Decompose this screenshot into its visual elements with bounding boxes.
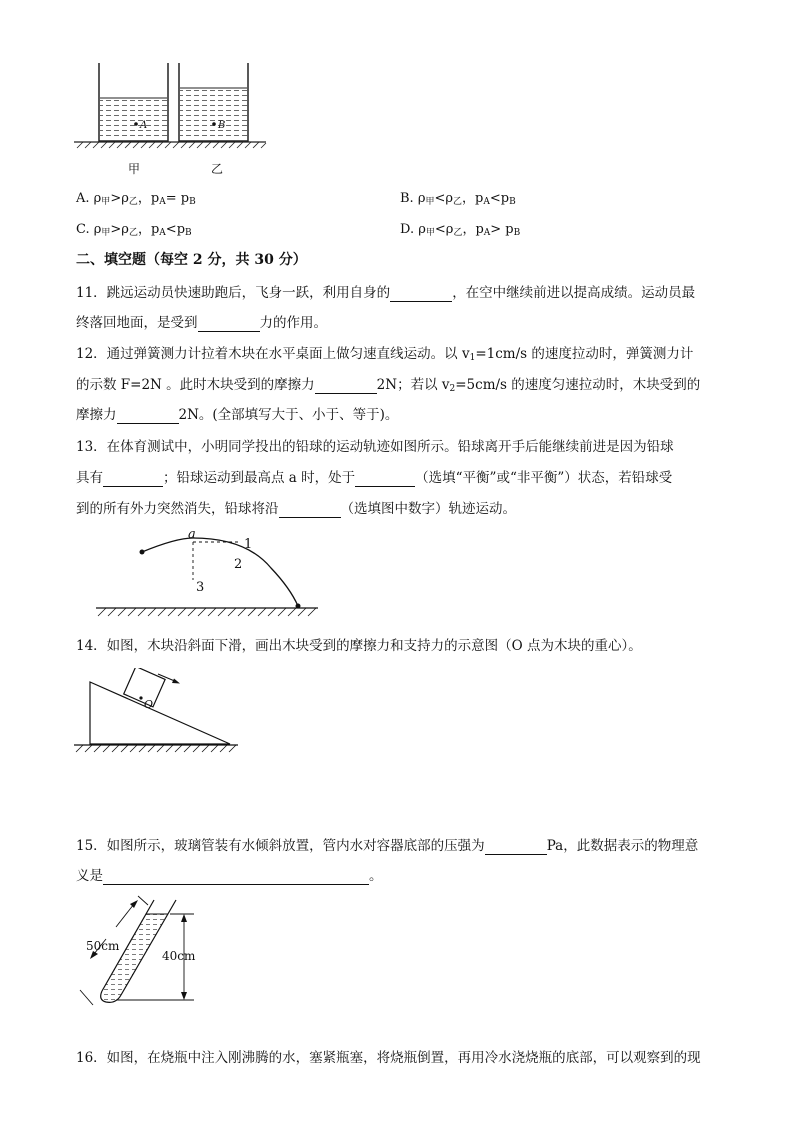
option-d: D. $\rho_甲<\rho_乙$，$p_A> p_B$: [400, 222, 521, 238]
point-a-top-label: a: [188, 528, 196, 542]
q11-line1: 11．跳远运动员快速助跑后，飞身一跃，利用自身的 ，在空中继续前进以提高成绩。运动员最: [76, 285, 696, 301]
q13-blank3[interactable]: [279, 504, 341, 518]
q13-blank1[interactable]: [103, 473, 163, 487]
tube-height-label: 40cm: [162, 949, 196, 963]
incline-figure: [74, 668, 244, 753]
q11-line2: 终落回地面，是受到 力的作用。: [76, 315, 327, 331]
q16-text: 16．如图，在烧瓶中注入刚沸腾的水，塞紧瓶塞，将烧瓶倒置，再用冷水浇烧瓶的底部，可以观察到的现: [76, 1050, 701, 1066]
option-b: B. $\rho_甲<\rho_乙$，$p_A<p_B$: [400, 191, 516, 207]
q12-blank1[interactable]: [315, 380, 377, 394]
point-a-label: A: [140, 120, 148, 131]
path-1-label: 1: [244, 537, 253, 552]
q12-line3: 摩擦力 2N。(全部填写大于、小于、等于)。: [76, 407, 399, 423]
beakers-figure: [74, 58, 274, 183]
q12-blank2[interactable]: [117, 410, 179, 424]
q12-line1: 12．通过弹簧测力计拉着木块在水平桌面上做匀速直线运动。以 $v_1=1cm/s$ 的速度拉动时，弹簧测力计: [76, 346, 694, 363]
center-o-label: O: [144, 698, 154, 711]
beaker-right-label: 乙: [211, 162, 224, 176]
q15-blank1[interactable]: [485, 841, 547, 855]
beaker-left-label: 甲: [128, 162, 141, 176]
q13-line1: 13．在体育测试中，小明同学投出的铅球的运动轨迹如图所示。铅球离开手后能继续前进是因为铅球: [76, 439, 674, 455]
q12-line2: 的示数 F=2N 。此时木块受到的摩擦力 2N；若以 $v_2=5cm/s$ 的速度匀速拉动时，木块受到的: [76, 377, 701, 394]
trajectory-figure: [96, 528, 326, 623]
point-b-label: B: [218, 120, 226, 131]
q13-blank2[interactable]: [355, 473, 415, 487]
q15-line2: 义是 。: [76, 868, 383, 884]
q13-line3: 到的所有外力突然消失，铅球将沿 （选填图中数字）轨迹运动。: [76, 501, 516, 517]
path-2-label: 2: [234, 557, 243, 572]
q15-blank2[interactable]: [103, 871, 369, 885]
tube-length-label: 50cm: [86, 939, 120, 953]
section-title: 二、填空题（每空 2 分，共 30 分）: [76, 252, 307, 268]
q11-blank1[interactable]: [390, 288, 452, 302]
option-c: C. $\rho_甲>\rho_乙$，$p_A<p_B$: [76, 222, 192, 238]
tube-figure: [76, 892, 226, 1010]
q11-blank2[interactable]: [198, 318, 260, 332]
q15-line1: 15．如图所示，玻璃管装有水倾斜放置，管内水对容器底部的压强为 Pa，此数据表示的物理意: [76, 838, 699, 854]
path-3-label: 3: [196, 580, 205, 595]
q14-text: 14．如图，木块沿斜面下滑，画出木块受到的摩擦力和支持力的示意图（O 点为木块的重心）。: [76, 638, 642, 654]
q13-line2: 具有 ；铅球运动到最高点 a 时，处于 （选填“平衡”或“非平衡”）状态，若铅球受: [76, 470, 673, 486]
option-a: A. $\rho_甲>\rho_乙$，$p_A= p_B$: [76, 191, 196, 207]
